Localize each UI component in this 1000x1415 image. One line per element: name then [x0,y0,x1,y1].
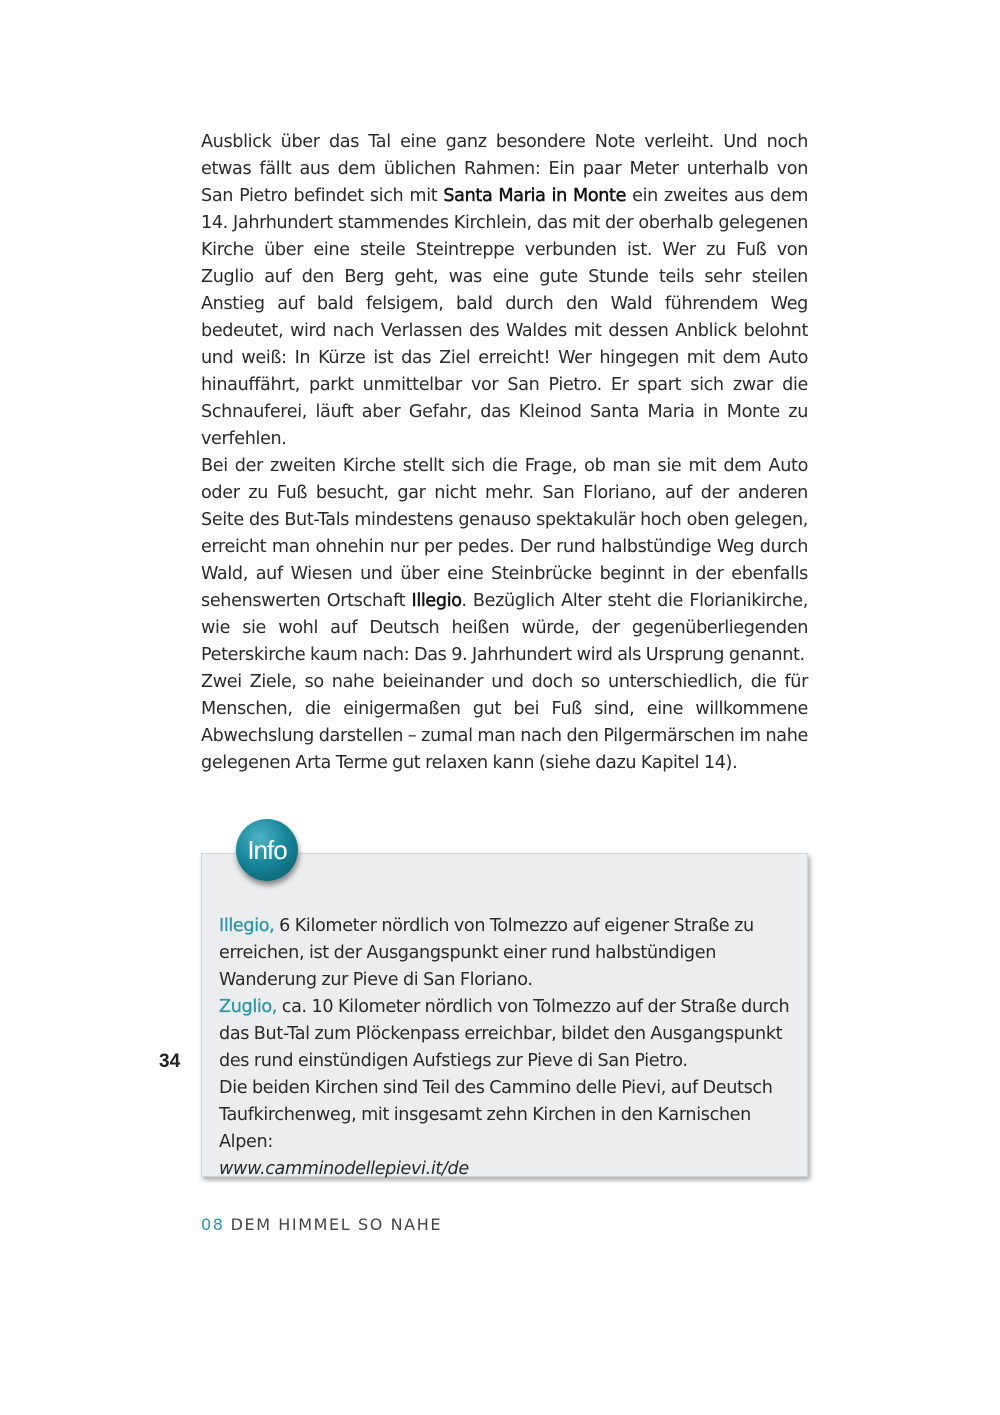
info-item-text: ca. 10 Kilometer nördlich von Tolmezzo auf der Straße durch das But-Tal zum Plöckenpass erreichbar, bildet den Ausgangspunkt des rund einstündigen Aufstiegs zur Pieve di San Pietro. [219,997,790,1071]
page-number: 34 [159,1051,181,1072]
info-link-line [219,1156,797,1183]
website-link[interactable]: www.camminodellepievi.it/de [219,1159,469,1179]
info-box [201,853,808,1177]
paragraph-1-text-a: Ausblick über das Tal eine ganz besondere Note verleiht. Und noch etwas fällt aus dem üblichen Rahmen: Ein paar Meter unterhalb von San Pietro befindet sich mit [201,132,808,206]
paragraph-2-text-a: Bei der zweiten Kirche stellt sich die Frage, ob man sie mit dem Auto oder zu Fuß besucht, gar nicht mehr. San Floriano, auf der anderen Seite des But-Tals mindestens genauso spektakulär hoch oben gelegen, erreicht man ohnehin nur per pedes. Der rund halbstündige Weg durch Wald, auf Wiesen und über eine Steinbrücke beginnt in der ebenfalls sehenswerten Ortschaft [201,456,808,611]
info-item-text: 6 Kilometer nördlich von Tolmezzo auf eigener Straße zu erreichen, ist der Ausgangspunkt einer rund halbstündigen Wanderung zur Pieve di San Floriano. [219,916,754,990]
info-badge-label: Info [247,834,287,865]
highlight-santa-maria-in-monte: Santa Maria in Monte [443,186,627,206]
paragraph-1-text-b: ein zweites aus dem 14. Jahrhundert stammendes Kirchlein, das mit der oberhalb gelegenen Kirche über eine steile Steintreppe verbunden ist. Wer zu Fuß von Zuglio auf den Berg geht, was eine gute Stunde teils sehr steilen Anstieg auf bald felsigem, bald durch den Wald führendem Weg bedeutet, wird nach Verlassen des Waldes mit dessen Anblick belohnt und weiß: In Kürze ist das Ziel erreicht! Wer hingegen mit dem Auto hinauffährt, parkt unmittelbar vor San Pietro. Er spart sich zwar die Schnauferei, läuft aber Gefahr, das Kleinod Santa Maria in Monte zu verfehlen. [201,186,808,449]
info-item-lead: Zuglio, [219,997,278,1017]
chapter-title: DEM HIMMEL SO NAHE [230,1215,443,1234]
info-item-illegio [219,913,797,994]
chapter-number: 08 [201,1215,225,1234]
main-text [201,129,808,777]
paragraph-2 [201,453,808,669]
info-closing: Die beiden Kirchen sind Teil des Cammino delle Pievi, auf Deutsch Taufkirchenweg, mit insgesamt zehn Kirchen in den Karnischen Alpen: [219,1078,773,1152]
info-item-zuglio [219,994,797,1075]
info-item-lead: Illegio, [219,916,275,936]
info-badge [236,819,298,881]
info-text [219,913,797,1183]
paragraph-3: Zwei Ziele, so nahe beieinander und doch so unterschiedlich, die für Menschen, die einigermaßen gut bei Fuß sind, eine willkommene Abwechslung darstellen – zumal man nach den Pilgermärschen im nahe gelegenen Arta Terme gut relaxen kann (siehe dazu Kapitel 14). [201,672,808,773]
highlight-illegio: Illegio [411,591,462,611]
paragraph-1 [201,129,808,453]
chapter-footer [201,1215,442,1234]
paragraph-2-text-b: . Bezüglich Alter steht die Florianikirche, wie sie wohl auf Deutsch heißen würde, der gegenüberliegenden Peterskirche kaum nach: Das 9. Jahrhundert wird als Ursprung genannt. [201,591,808,665]
